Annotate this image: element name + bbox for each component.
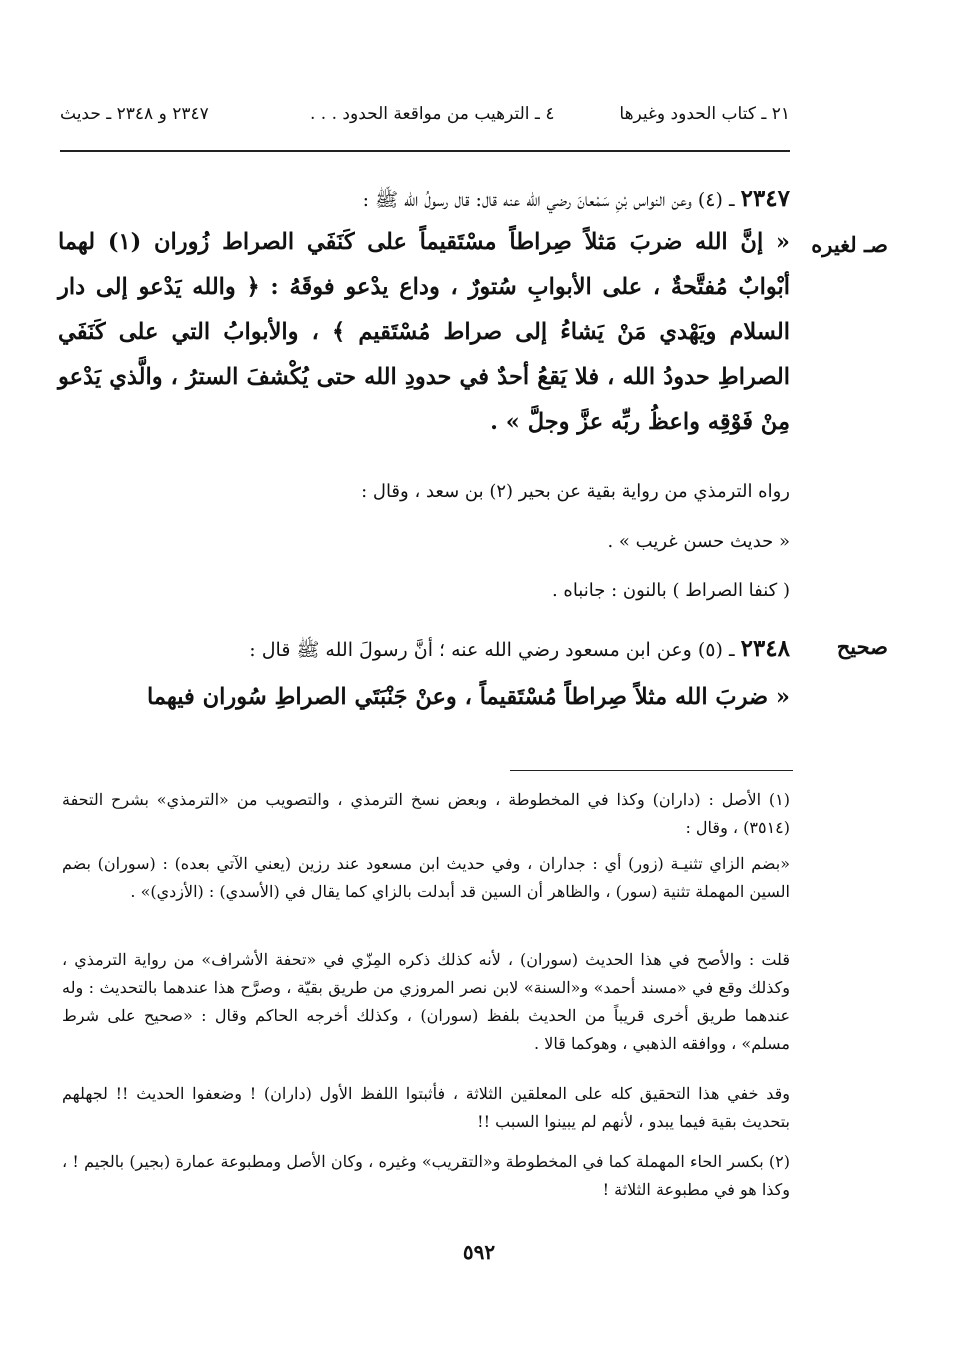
hadith-2347-grade: صـ لغيره <box>811 232 888 257</box>
hadith-2347-narration: رواه الترمذي من رواية بقية عن بحير (٢) بن سعد ، وقال : <box>361 481 790 502</box>
hadith-2348-intro-text: ـ (٥) وعن ابن مسعود رضي الله عنه ؛ أنَّ رسولَ الله ﷺ قال : <box>249 639 741 661</box>
footnote-1-note: قلت : والأصح في هذا الحديث (سوران) ، لأنه كذلك ذكره المِزّي في «تحفة الأشراف» من رواية الترمذي ، وكذلك وقع في «مسند أحمد» و«السنة» لابن نصر المروزي من طريق بقيّة ، وصرَّح هذا عندهما بالتحديث : وله عندهما طريق أخرى قريباً من الحديث بلفظ (سوران) ، وكذلك أخرجه الحاكم وقال : «صحيح على شرط مسلم» ، ووافقه الذهبي ، وهوكما قالا . <box>62 950 790 1053</box>
footnote-separator <box>510 770 793 771</box>
footnote-1-quote: «بضم الزاي تثنيـة (زور) أي : جداران ، وفي حديث ابن مسعود عند رزين (يعني الآتي بعده) : (سوران) بضم السين المهملة تثنية (سور) ، والظاهر أن السين قد أبدلت بالزاي كما يقال في (الأسدي) : (الأزدي)» . <box>62 854 790 901</box>
page-number: ٥٩٢ <box>462 1240 496 1264</box>
hadith-2347-text: « إنَّ الله ضربَ مَثلاً صِراطاً مسْتَقيماً على كَنَفَي الصراط زُوران (١) لهما أبْوابٌ مُفتَّحةٌ ، على الأبوابِ سُتورٌ ، وداع يدْعو فوقَهُ : ﴿ والله يَدْعو إلى دار السلام ويَهْدي مَنْ يَشاءُ إلى صراط مُسْتَقيم ﴾ ، والأبوابُ التي على كَنَفَي الصراطِ حدودُ الله ، فلا يَقعُ أحدٌ في حدودِ الله حتى يُكْشفَ السترُ ، والَّذي يَدْعو مِنْ فَوْقِه واعظُ ربِّه عزَّ وجلَّ » . <box>58 229 790 435</box>
footnote-1: (١) الأصل : (داران) وكذا في المخطوطة ، وبعض نسخ الترمذي ، والتصويب من «الترمذي» بشرح التحفة (٣٥١٤) ، وقال : <box>62 790 790 837</box>
hadith-2348-intro <box>90 634 790 665</box>
hadith-2347-verdict: « حديث حسن غريب » . <box>607 531 790 552</box>
hadith-2347-number: ٢٣٤٧ <box>740 185 790 212</box>
hadith-2348-grade: صحيح <box>836 634 888 659</box>
running-header <box>60 100 790 132</box>
header-hadith-range: ٢٣٤٧ و ٢٣٤٨ ـ حديث <box>60 104 209 124</box>
header-rule <box>60 150 790 152</box>
hadith-2347-intro-text: ـ (٤) وعن النواس بْنِ سَمْعانَ رضي الله عنه قال: قال رسولُ الله ﷺ : <box>362 189 741 211</box>
hadith-2347-intro <box>90 184 790 215</box>
hadith-2347-gloss: ( كنفا الصراط ) بالنون : جانباه . <box>551 580 790 601</box>
footnote-2: (٢) بكسر الحاء المهملة كما في المخطوطة و«التقريب» وغيره ، وكان الأصل ومطبوعة عمارة (بجير) بالجيم ! ، وكذا هو في مطبوعة الثلاثة ! <box>62 1152 791 1199</box>
hadith-2348-number: ٢٣٤٨ <box>740 635 790 662</box>
hadith-2348-text: « ضربَ الله مثلاً صِراطاً مُسْتَقيماً ، وعنْ جَنْبَتَي الصراطِ سُوران فيهما <box>147 684 790 710</box>
header-chapter: ٢١ ـ كتاب الحدود وغيرها <box>619 104 790 124</box>
footnote-1-remark: وقد خفي هذا التحقيق كله على المعلقين الثلاثة ، فأثبتوا اللفظ الأول (داران) ! وضعفوا الحديث !! لجهلهم بتحديث بقية فيما يبدو ، لأنهم لم يبينوا السبب !! <box>62 1084 791 1131</box>
header-section: ٤ ـ الترهيب من مواقعة الحدود . . . <box>310 104 555 124</box>
